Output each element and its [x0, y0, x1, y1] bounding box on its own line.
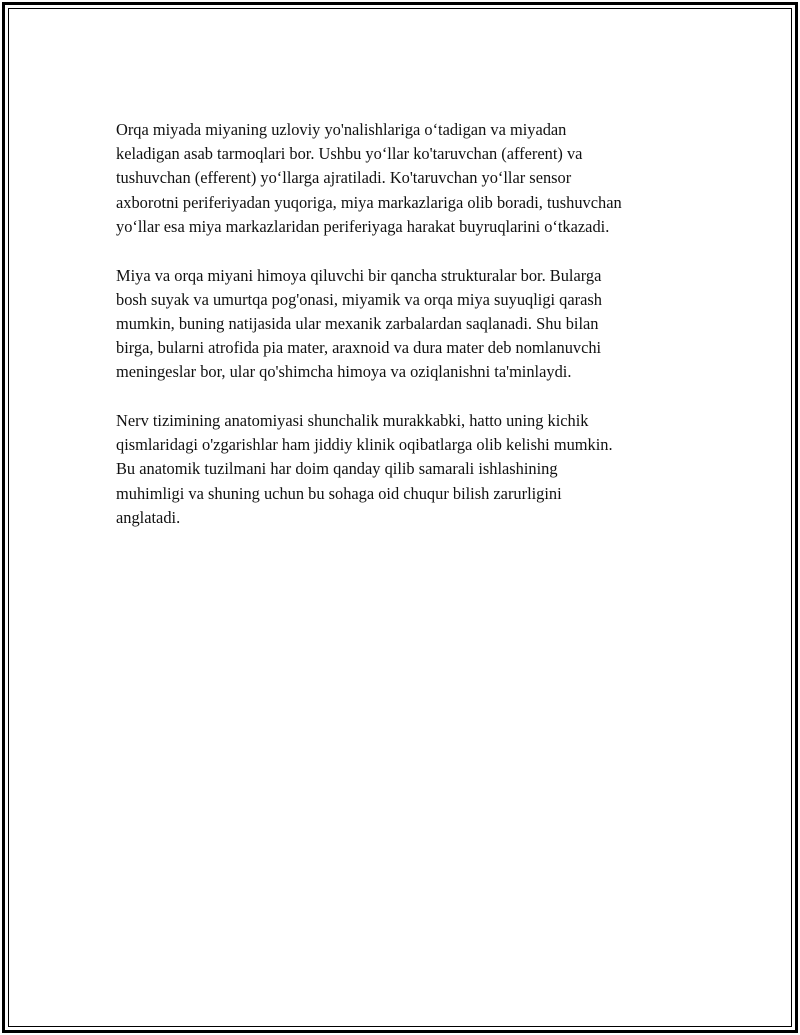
- paragraph-anatomy-complexity: Nerv tizimining anatomiyasi shunchalik murakkabki, hatto uning kichik qismlaridagi o'zgarishlar ham jiddiy klinik oqibatlarga olib kelishi mumkin. Bu anatomik tuzilmani har doim qanday qilib samarali ishlashining muhimligi va shuning uchun bu sohaga oid chuqur bilish zarurligini anglatadi.: [116, 411, 613, 527]
- document-body: [116, 118, 701, 555]
- paragraph-protective-structures: Miya va orqa miyani himoya qiluvchi bir qancha strukturalar bor. Bularga bosh suyak va umurtqa pog'onasi, miyamik va orqa miya suyuqligi qarash mumkin, buning natijasida ular mexanik zarbalardan saqlanadi. Shu bilan birga, bularni atrofida pia mater, araxnoid va dura mater deb nomlanuvchi meningeslar bor, ular qo'shimcha himoya va oziqlanishni ta'minlaydi.: [116, 265, 602, 382]
- paragraph-spinal-pathways: Orqa miyada miyaning uzloviy yo'nalishlariga o‘tadigan va miyadan keladigan asab tarmoqlari bor. Ushbu yo‘llar ko'taruvchan (afferent) va tushuvchan (efferent) yo‘llarga ajratiladi. Ko'taruvchan yo‘llar sensor axborotni periferiyadan yuqoriga, miya markazlariga olib boradi, tushuvchan yo‘llar esa miya markazlaridan periferiyaga harakat buyruqlarini o‘tkazadi.: [116, 120, 622, 236]
- document-page: [2, 2, 798, 1033]
